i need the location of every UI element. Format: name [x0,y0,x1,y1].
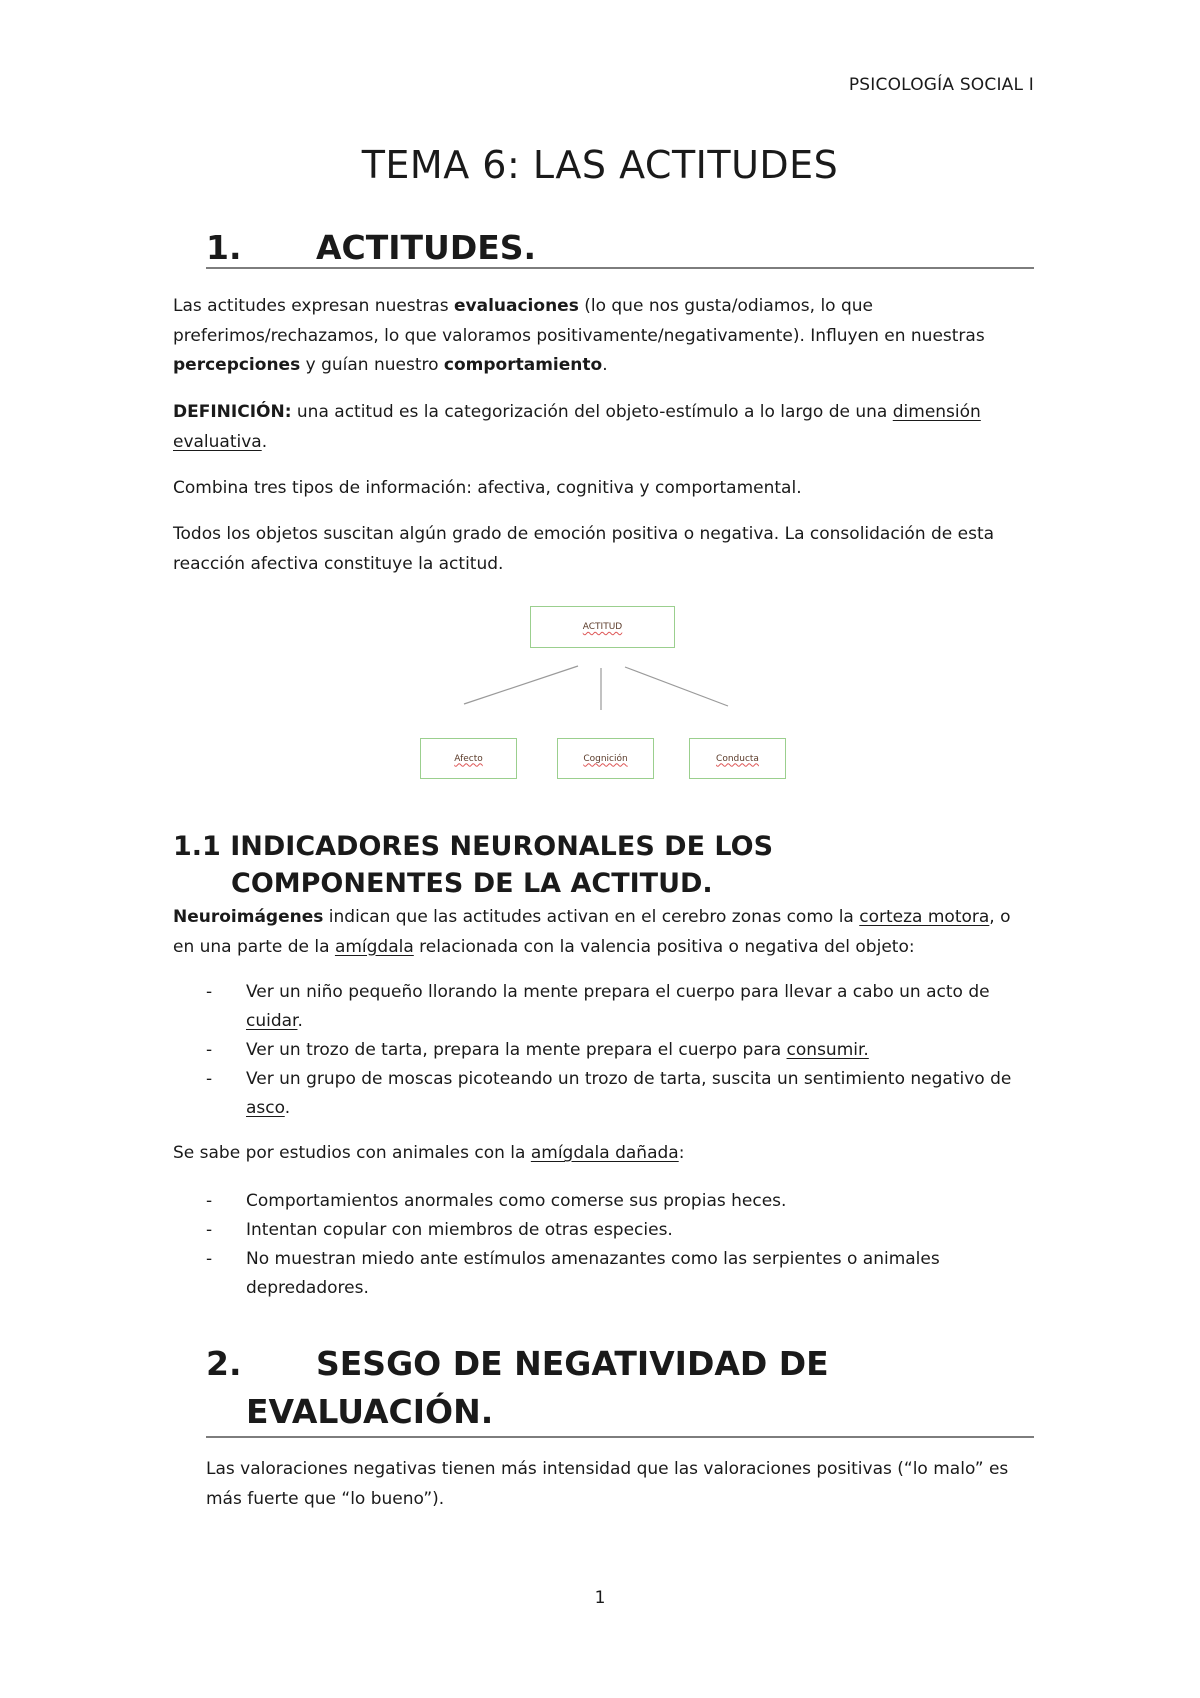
text-run: y guían nuestro [300,355,444,375]
diagram-node-actitud [530,606,675,648]
text-run: (lo que nos gusta/odiamos, lo que preferimos/rechazamos, lo que valoramos positivamente/negativamente). Influyen en nuestras [173,296,985,346]
examples-list [206,978,1036,1123]
section-1-1-heading-line-2: COMPONENTES DE LA ACTITUD. [231,868,713,899]
section-1-number: 1. [206,228,242,267]
definition-label: DEFINICIÓN: [173,402,292,422]
section-1-1-paragraph-1 [173,903,1033,962]
list-item [206,1065,1036,1123]
section-1-paragraph-4: Todos los objetos suscitan algún grado de emoción positiva o negativa. La consolidación de esta reacción afectiva constituye la actitud. [173,524,995,574]
section-2-number: 2. [206,1344,242,1383]
underlined-term: cuidar [246,1011,298,1031]
diagram-node-label: ACTITUD [582,622,623,632]
section-2-title-line-2: EVALUACIÓN. [246,1392,494,1431]
section-2-paragraph-1: Las valoraciones negativas tienen más intensidad que las valoraciones positivas (“lo malo” es más fuerte que “lo bueno”). [206,1459,1009,1509]
bold-term-percepciones: percepciones [173,355,301,375]
underlined-term: corteza motora [859,907,990,927]
section-1-1-paragraph-2 [173,1139,1033,1169]
diagram-node-label: Conducta [716,753,759,764]
section-1-paragraph-1 [173,292,1033,381]
definition-paragraph [173,398,1033,457]
underlined-term: dimensión evaluativa [173,402,981,452]
list-item: - Intentan copular con miembros de otras especies. [206,1216,1036,1245]
underlined-term: amígdala dañada [530,1143,679,1163]
connector-left [464,666,578,704]
page-number: 1 [594,1588,606,1608]
underlined-term: amígdala [334,936,414,957]
diagram-node-conducta [689,738,786,779]
text-run: . [284,1098,291,1118]
text-run: indican que las actitudes activan en el cerebro zonas como la [323,907,860,927]
bold-term-comportamiento: comportamiento [443,355,603,375]
list-item [206,978,1036,1036]
text-run: Las actitudes expresan nuestras [173,296,454,316]
underlined-term: asco [246,1098,285,1118]
text-run: , o en una parte de la [173,907,1011,957]
section-2-heading [206,1340,1034,1438]
text-run: : [678,1143,685,1163]
text-run: . [297,1011,303,1031]
section-1-paragraph-3: Combina tres tipos de información: afectiva, cognitiva y comportamental. [173,478,802,498]
bold-term-evaluaciones: evaluaciones [454,296,579,316]
section-2-title-line-1: SESGO DE NEGATIVIDAD DE [316,1344,829,1383]
text-run: Ver un grupo de moscas picoteando un trozo de tarta, suscita un sentimiento negativo de [246,1069,1012,1089]
diagram-node-label: Cognición [583,753,628,764]
list-item [206,1036,1036,1065]
diagram-node-label: Afecto [454,753,483,764]
text-run: . [602,355,608,375]
text-run: Ver un trozo de tarta, prepara la mente prepara el cuerpo para [246,1040,787,1060]
section-1-heading [206,228,1034,269]
text-run: relacionada con la valencia positiva o negativa del objeto: [413,936,915,957]
text-run: Se sabe por estudios con animales con la [173,1143,531,1163]
text-run: una actitud es la categorización del objeto-estímulo a lo largo de una [291,402,893,422]
section-1-1-heading [173,828,1033,902]
attitude-diagram [410,600,800,785]
diagram-node-cognicion [557,738,654,779]
connector-right [625,667,728,706]
amygdala-findings-list [206,1187,1036,1303]
running-header: PSICOLOGÍA SOCIAL I [848,75,1034,95]
diagram-node-afecto [420,738,517,779]
bold-term-neuroimagenes: Neuroimágenes [173,907,324,927]
section-1-title: ACTITUDES. [316,228,537,267]
text-run: Ver un niño pequeño llorando la mente prepara el cuerpo para llevar a cabo un acto de [246,982,990,1002]
document-title: TEMA 6: LAS ACTITUDES [361,143,839,187]
list-item: - No muestran miedo ante estímulos amenazantes como las serpientes o animales depredadores. [206,1245,1036,1303]
text-run: . [261,431,268,452]
list-item: - Comportamientos anormales como comerse sus propias heces. [206,1187,1036,1216]
section-1-1-heading-line-1: 1.1 INDICADORES NEURONALES DE LOS [173,831,774,862]
underlined-term: consumir. [786,1040,869,1060]
